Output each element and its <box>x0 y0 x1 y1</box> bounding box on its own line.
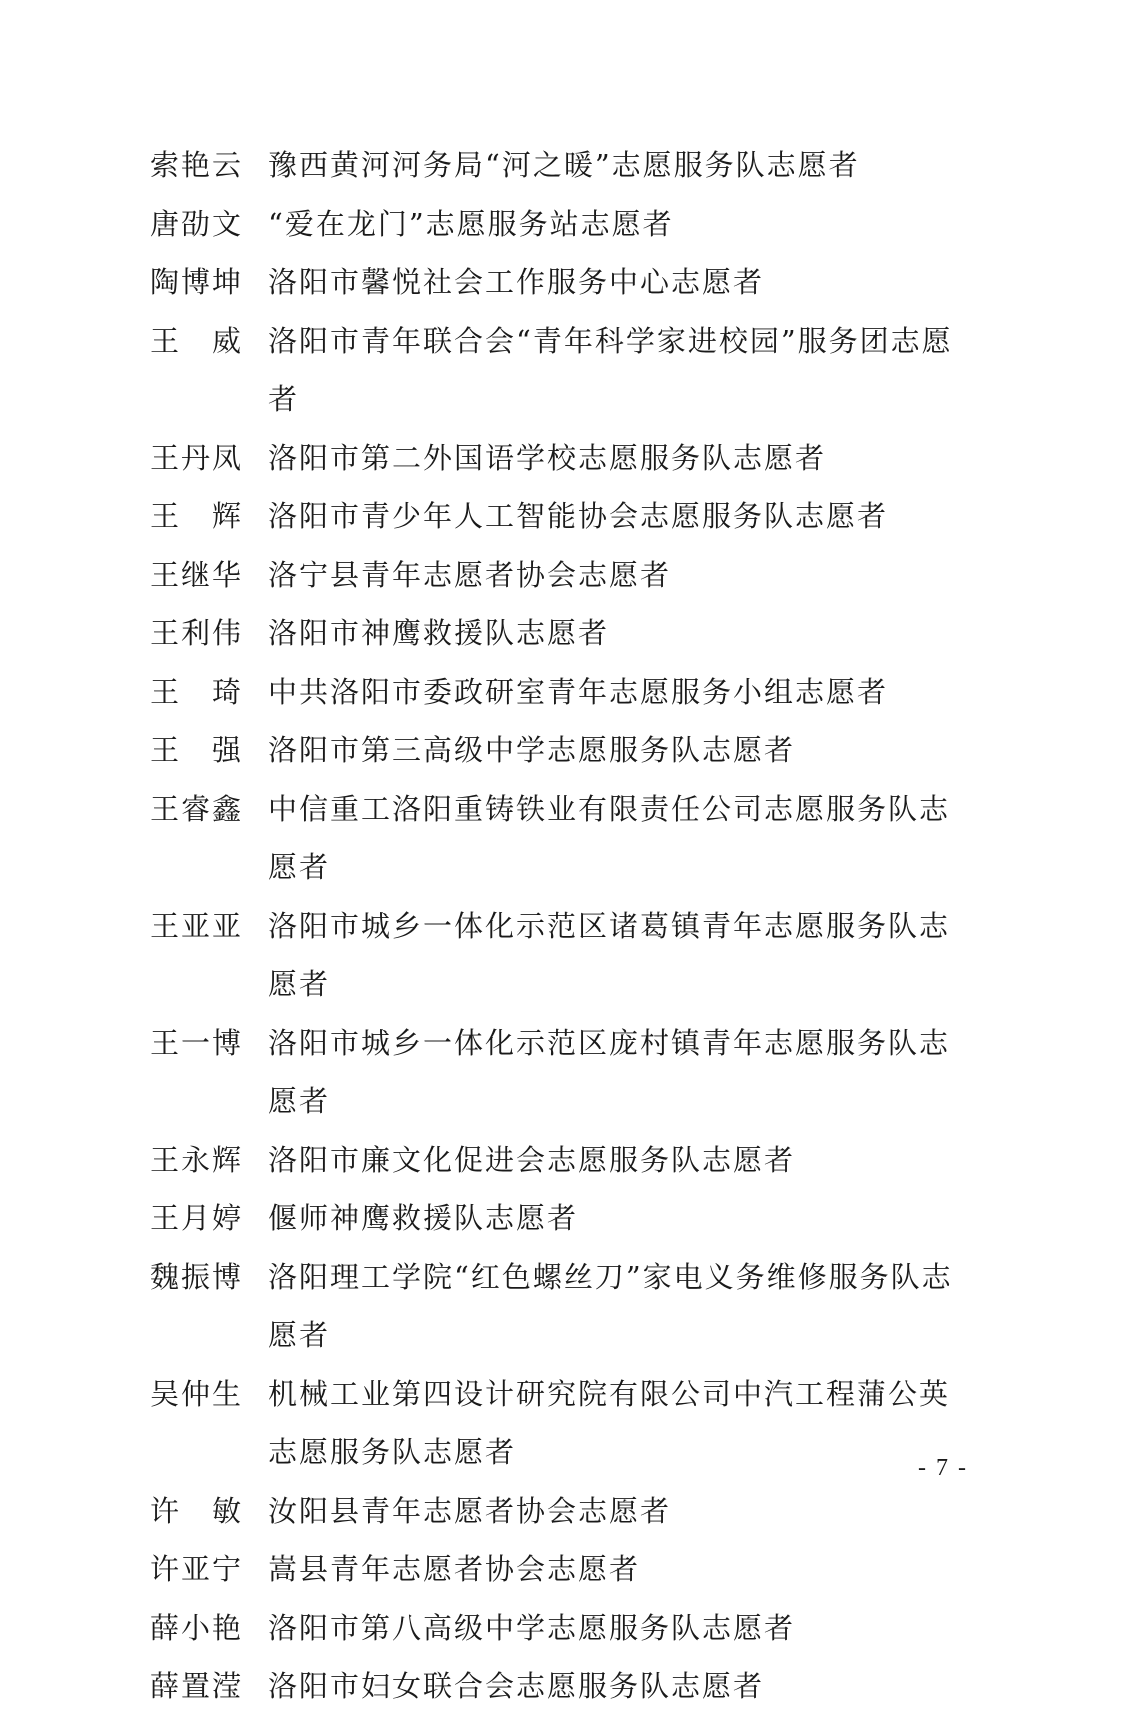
list-item <box>150 897 990 1014</box>
volunteer-name: 王 威 <box>150 323 244 358</box>
volunteer-organization: 洛阳市青年联合会“青年科学家进校园”服务团志愿者 <box>268 323 953 416</box>
volunteer-name: 王利伟 <box>150 616 244 650</box>
list-item <box>150 253 990 312</box>
volunteer-name: 许 敏 <box>150 1493 244 1528</box>
volunteer-organization: 洛宁县青年志愿者协会志愿者 <box>268 557 672 592</box>
list-item <box>150 1014 990 1131</box>
volunteer-name: 陶博坤 <box>150 265 244 299</box>
list-item <box>150 546 990 605</box>
volunteer-organization: 洛阳市馨悦社会工作服务中心志愿者 <box>268 265 765 299</box>
volunteer-organization: “爱在龙门”志愿服务站志愿者 <box>268 206 674 241</box>
volunteer-name: 索艳云 <box>150 148 244 182</box>
list-item <box>150 429 990 488</box>
volunteer-name: 薛小艳 <box>150 1610 244 1645</box>
volunteer-organization: 偃师神鹰救援队志愿者 <box>268 1201 579 1235</box>
volunteer-name: 王继华 <box>150 557 244 592</box>
list-item <box>150 487 990 546</box>
volunteer-organization: 豫西黄河河务局“河之暖”志愿服务队志愿者 <box>268 148 860 182</box>
volunteer-name: 王 琦 <box>150 674 244 709</box>
list-item <box>150 663 990 722</box>
volunteer-name: 王 强 <box>150 733 244 767</box>
volunteer-name: 王亚亚 <box>150 908 244 943</box>
list-item <box>150 195 990 254</box>
volunteer-organization: 嵩县青年志愿者协会志愿者 <box>268 1552 641 1586</box>
volunteer-name: 王丹凤 <box>150 440 244 475</box>
list-item <box>150 1131 990 1190</box>
volunteer-list <box>150 136 990 1716</box>
list-item <box>150 780 990 897</box>
volunteer-name: 薛置滢 <box>150 1669 244 1703</box>
list-item <box>150 1482 990 1541</box>
list-item <box>150 721 990 780</box>
volunteer-name: 王永辉 <box>150 1142 244 1177</box>
list-item <box>150 312 990 429</box>
volunteer-organization: 洛阳市第三高级中学志愿服务队志愿者 <box>268 733 796 767</box>
volunteer-name: 王 辉 <box>150 499 244 533</box>
volunteer-organization: 中共洛阳市委政研室青年志愿服务小组志愿者 <box>268 674 889 709</box>
volunteer-organization: 洛阳理工学院“红色螺丝刀”家电义务维修服务队志愿者 <box>268 1259 953 1352</box>
volunteer-name: 唐劭文 <box>150 206 244 241</box>
list-item <box>150 604 990 663</box>
volunteer-organization: 汝阳县青年志愿者协会志愿者 <box>268 1493 672 1528</box>
list-item <box>150 1365 990 1482</box>
list-item <box>150 136 990 195</box>
volunteer-organization: 洛阳市城乡一体化示范区诸葛镇青年志愿服务队志愿者 <box>268 908 951 1001</box>
list-item <box>150 1599 990 1658</box>
volunteer-name: 王睿鑫 <box>150 791 244 826</box>
volunteer-organization: 机械工业第四设计研究院有限公司中汽工程蒲公英志愿服务队志愿者 <box>268 1376 951 1469</box>
volunteer-organization: 洛阳市神鹰救援队志愿者 <box>268 616 610 650</box>
volunteer-name: 吴仲生 <box>150 1376 244 1411</box>
page-number: - 7 - <box>918 1455 968 1481</box>
volunteer-organization: 洛阳市青少年人工智能协会志愿服务队志愿者 <box>268 499 889 533</box>
volunteer-name: 王月婷 <box>150 1201 244 1235</box>
volunteer-organization: 洛阳市廉文化促进会志愿服务队志愿者 <box>268 1142 796 1177</box>
volunteer-name: 王一博 <box>150 1025 244 1060</box>
volunteer-organization: 洛阳市妇女联合会志愿服务队志愿者 <box>268 1669 765 1703</box>
volunteer-organization: 洛阳市第八高级中学志愿服务队志愿者 <box>268 1610 796 1645</box>
list-item <box>150 1248 990 1365</box>
volunteer-name: 魏振博 <box>150 1259 244 1294</box>
volunteer-organization: 洛阳市第二外国语学校志愿服务队志愿者 <box>268 440 827 475</box>
volunteer-name: 许亚宁 <box>150 1552 244 1586</box>
volunteer-organization: 洛阳市城乡一体化示范区庞村镇青年志愿服务队志愿者 <box>268 1025 951 1118</box>
volunteer-organization: 中信重工洛阳重铸铁业有限责任公司志愿服务队志愿者 <box>268 791 951 884</box>
list-item <box>150 1540 990 1599</box>
list-item <box>150 1189 990 1248</box>
list-item <box>150 1657 990 1716</box>
